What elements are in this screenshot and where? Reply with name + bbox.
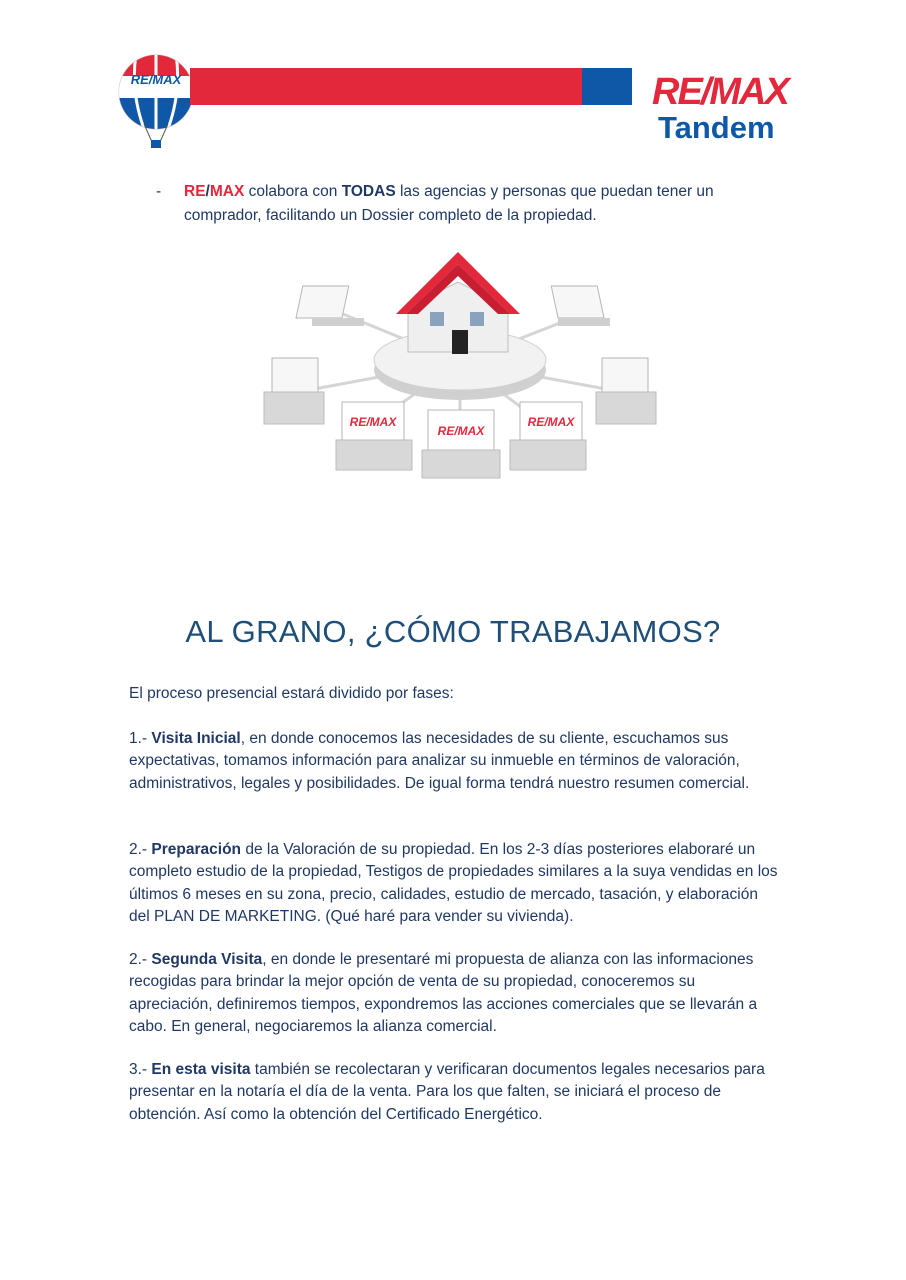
brand-re: RE	[184, 183, 206, 200]
header-blue-band	[582, 68, 632, 105]
step-title: En esta visita	[151, 1061, 251, 1078]
intro-paragraph: El proceso presencial estará dividido por fases:	[129, 685, 454, 702]
bullet-text-part1: colabora con	[244, 183, 342, 200]
step-text: , en donde le presentaré mi propuesta de alianza con las informaciones recogidas para brindar la mejor opción de venta de su propiedad, conoceremos su apreciación, definiremos tiempos, expondremos las acciones comerciales que se llevarán a cabo. En general, negociaremos la alianza comercial.	[129, 951, 758, 1035]
step-number: 2.-	[129, 841, 152, 858]
bullet-text-part2: las agencias y personas que puedan tener un comprador, facilitando un Dossier completo de la propiedad.	[184, 183, 714, 224]
bullet-text	[184, 180, 774, 228]
logo-brand-text: RE/MAX	[652, 71, 788, 113]
step-paragraph	[129, 728, 779, 795]
step-title: Preparación	[151, 841, 242, 858]
step-paragraph	[129, 839, 779, 928]
step-number: 3.-	[129, 1061, 152, 1078]
step-text: también se recolectaran y verificaran documentos legales necesarios para presentar en la notaría el día de la venta. Para los que falten, se iniciará el proceso de obtención. Así como la obtención del Certificado Energético.	[129, 1061, 765, 1123]
step-number: 2.-	[129, 951, 152, 968]
step-number: 1.-	[129, 730, 152, 747]
bullet-dash: -	[156, 183, 162, 200]
brand-max: MAX	[209, 183, 245, 200]
remax-balloon-logo	[116, 54, 196, 154]
step-text: , en donde conocemos las necesidades de su cliente, escuchamos sus expectativas, tomamos información para analizar su inmueble en términos de valoración, administrativos, legales y posibilidades. De igual forma tendrá nuestro resumen comercial.	[129, 730, 750, 792]
laptop-screen-logo: RE/MAX	[349, 415, 397, 429]
house-network-illustration	[258, 252, 662, 484]
section-title: AL GRANO, ¿CÓMO TRABAJAMOS?	[185, 614, 721, 649]
step-paragraph	[129, 1059, 779, 1126]
bullet-emphasis-todas: TODAS	[341, 183, 396, 200]
logo-office-text: Tandem	[658, 110, 775, 142]
balloon-text: RE/MAX	[130, 72, 182, 87]
header-red-band	[190, 68, 582, 105]
step-paragraph	[129, 949, 779, 1038]
step-text: de la Valoración de su propiedad. En los 2-3 días posteriores elaboraré un completo estudio de la propiedad, Testigos de propiedades similares a la suya vendidas en los últimos 6 meses en su zona, precio, calidades, estudio de mercado, tasación, y elaboración del PLAN DE MARKETING. (Qué haré para vender su vivienda).	[129, 841, 778, 925]
step-title: Visita Inicial	[151, 730, 241, 747]
step-title: Segunda Visita	[151, 951, 263, 968]
laptop-screen-logo: RE/MAX	[527, 415, 575, 429]
laptop-screen-logo: RE/MAX	[437, 424, 485, 438]
brand-slash: /	[205, 183, 210, 200]
remax-tandem-logo	[652, 66, 798, 142]
